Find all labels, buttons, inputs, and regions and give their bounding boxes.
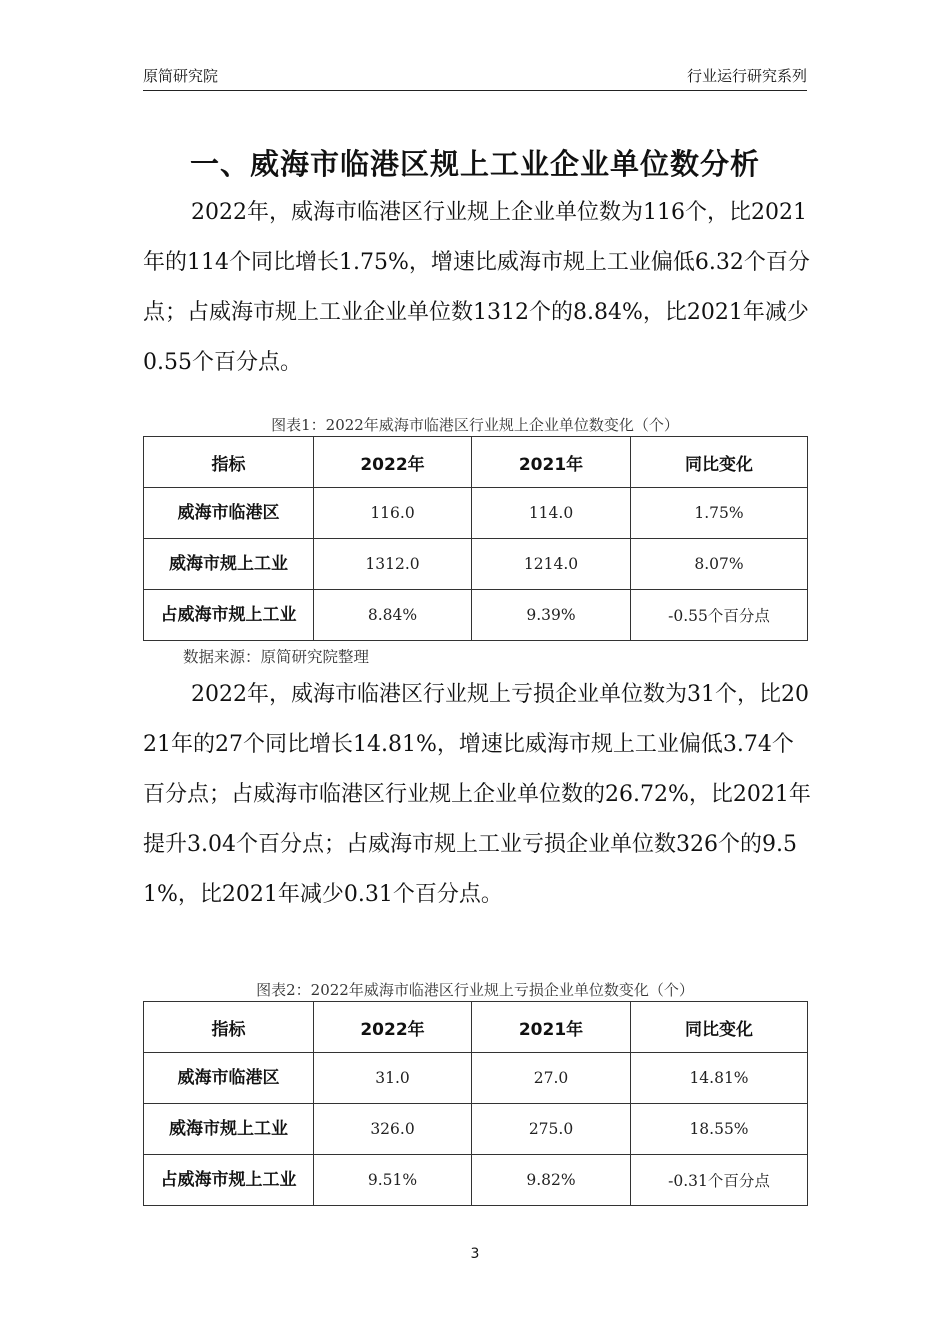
paragraph-loss-enterprise-count: 2022年，威海市临港区行业规上亏损企业单位数为31个，比2021年的27个同比增长14.81%，增速比威海市规上工业偏低3.74个百分点；占威海市临港区行业规上企业单位数的26.72%，比2021年提升3.04个百分点；占威海市规上工业亏损企业单位数326个的9.51%，比2021年减少0.31个百分点。 bbox=[143, 682, 811, 907]
table-cell: 9.51% bbox=[314, 1155, 472, 1206]
table-cell: 1214.0 bbox=[472, 539, 631, 590]
page-number: 3 bbox=[470, 1246, 480, 1262]
row-label: 占威海市规上工业 bbox=[144, 1155, 314, 1206]
table-row bbox=[144, 1053, 808, 1104]
paragraph-enterprise-count: 2022年，威海市临港区行业规上企业单位数为116个，比2021年的114个同比增长1.75%，增速比威海市规上工业偏低6.32个百分点；占威海市规上工业企业单位数1312个的8.84%，比2021年减少0.55个百分点。 bbox=[143, 200, 810, 375]
column-header: 同比变化 bbox=[631, 1002, 808, 1053]
section-title: 一、威海市临港区规上工业企业单位数分析 bbox=[189, 147, 760, 181]
table-header-row bbox=[144, 437, 808, 488]
column-header: 2021年 bbox=[472, 437, 631, 488]
table-cell: 27.0 bbox=[472, 1053, 631, 1104]
table-cell: 9.39% bbox=[472, 590, 631, 641]
table-cell: 116.0 bbox=[314, 488, 472, 539]
table-row bbox=[144, 590, 808, 641]
row-label: 威海市临港区 bbox=[144, 1053, 314, 1104]
column-header: 2022年 bbox=[314, 437, 472, 488]
table-cell: 9.82% bbox=[472, 1155, 631, 1206]
row-label: 占威海市规上工业 bbox=[144, 590, 314, 641]
table-row bbox=[144, 1155, 808, 1206]
table1-caption: 图表1：2022年威海市临港区行业规上企业单位数变化（个） bbox=[271, 416, 679, 434]
table-cell: 8.84% bbox=[314, 590, 472, 641]
page-header bbox=[143, 60, 807, 91]
table-cell: 1312.0 bbox=[314, 539, 472, 590]
row-label: 威海市规上工业 bbox=[144, 1104, 314, 1155]
header-org-name: 原简研究院 bbox=[143, 67, 219, 85]
column-header: 指标 bbox=[144, 437, 314, 488]
table-row bbox=[144, 539, 808, 590]
table-cell: 31.0 bbox=[314, 1053, 472, 1104]
table-cell: 326.0 bbox=[314, 1104, 472, 1155]
table1-source: 数据来源：原简研究院整理 bbox=[183, 648, 370, 666]
column-header: 2022年 bbox=[314, 1002, 472, 1053]
table-cell: 18.55% bbox=[631, 1104, 808, 1155]
column-header: 同比变化 bbox=[631, 437, 808, 488]
header-series-name: 行业运行研究系列 bbox=[686, 67, 807, 85]
table1-enterprise-count bbox=[143, 436, 808, 641]
table2-loss-enterprise-count bbox=[143, 1001, 808, 1206]
column-header: 指标 bbox=[144, 1002, 314, 1053]
table-cell: 275.0 bbox=[472, 1104, 631, 1155]
table-cell: 114.0 bbox=[472, 488, 631, 539]
column-header: 2021年 bbox=[472, 1002, 631, 1053]
table-cell: 8.07% bbox=[631, 539, 808, 590]
table-cell: -0.55个百分点 bbox=[631, 590, 808, 641]
table-row bbox=[144, 488, 808, 539]
table2-caption: 图表2：2022年威海市临港区行业规上亏损企业单位数变化（个） bbox=[256, 981, 694, 999]
table-cell: 1.75% bbox=[631, 488, 808, 539]
table-cell: -0.31个百分点 bbox=[631, 1155, 808, 1206]
row-label: 威海市临港区 bbox=[144, 488, 314, 539]
table-header-row bbox=[144, 1002, 808, 1053]
table-cell: 14.81% bbox=[631, 1053, 808, 1104]
table-row bbox=[144, 1104, 808, 1155]
row-label: 威海市规上工业 bbox=[144, 539, 314, 590]
